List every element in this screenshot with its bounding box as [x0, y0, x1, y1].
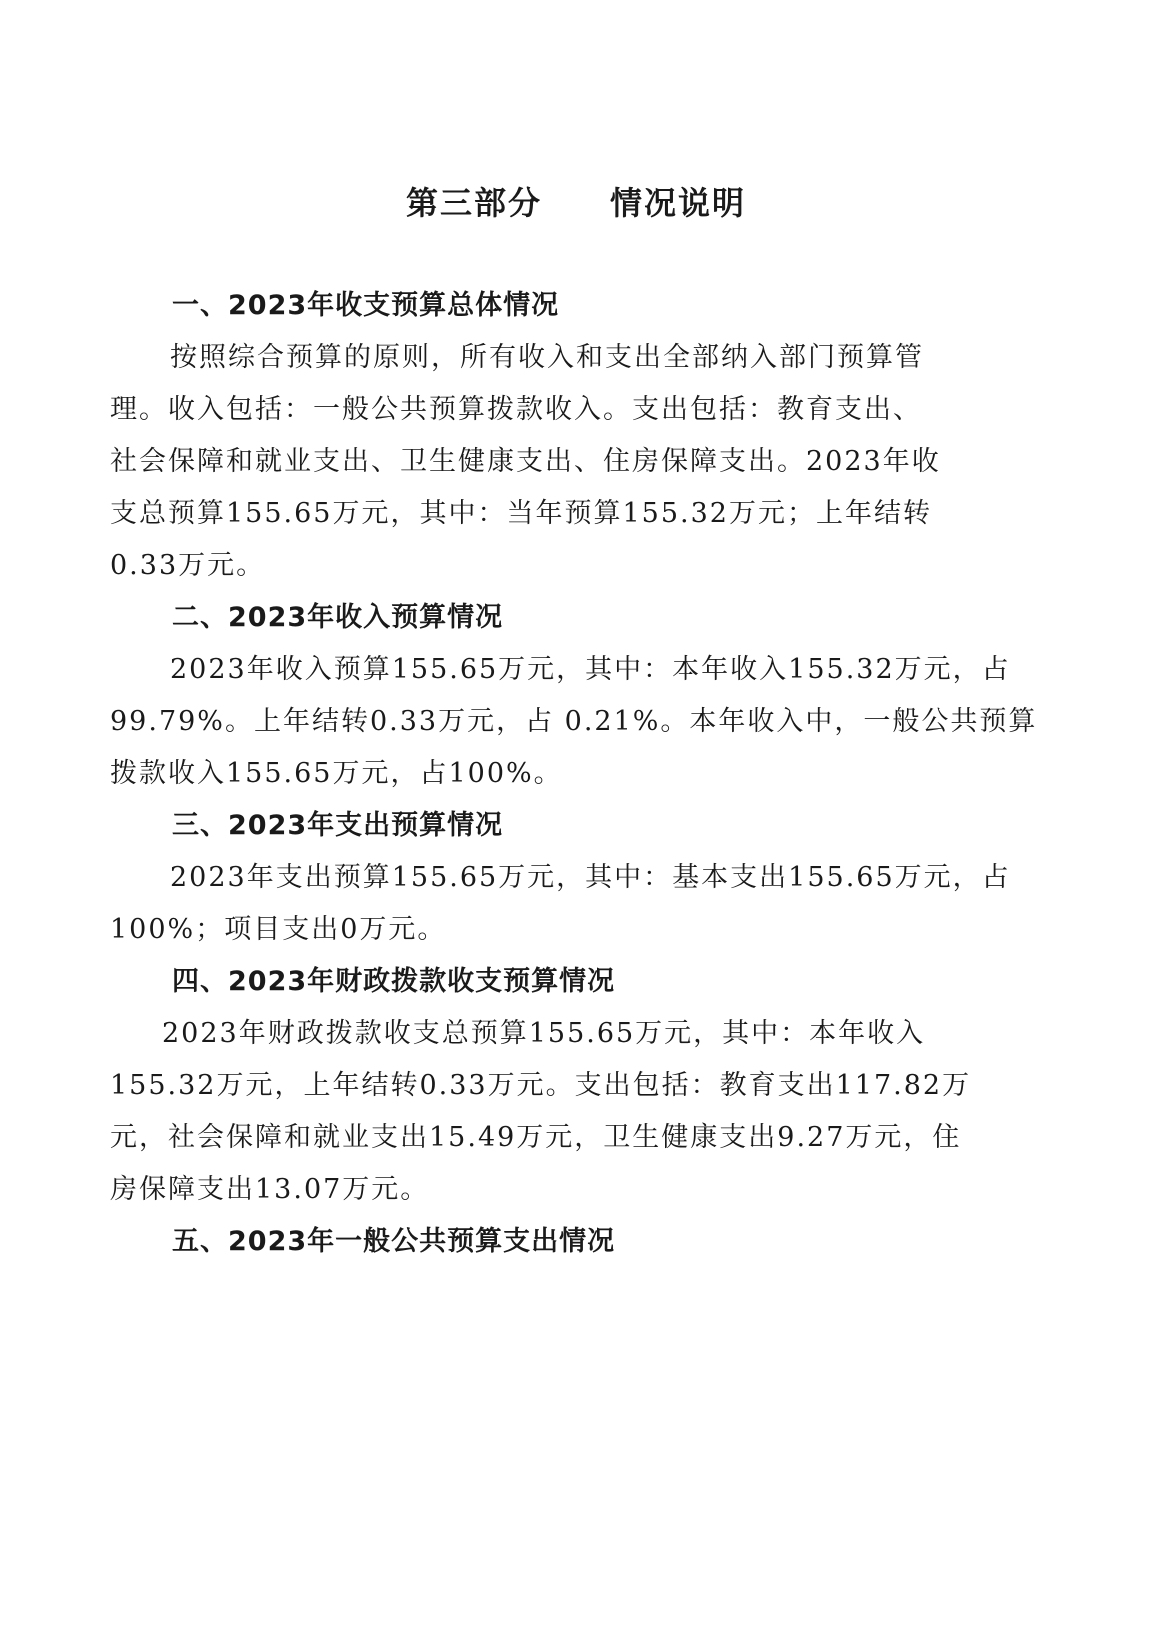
section-heading-4: 四、2023年财政拨款收支预算情况: [172, 966, 616, 997]
section-heading-2: 二、2023年收入预算情况: [172, 602, 504, 633]
section-heading-3: 三、2023年支出预算情况: [172, 810, 504, 841]
section-4-line-4: 房保障支出13.07万元。: [110, 1174, 430, 1205]
page-title: 第三部分 情况说明: [405, 184, 746, 222]
section-2-line-1: 2023年收入预算155.65万元，其中：本年收入155.32万元，占: [170, 654, 1011, 685]
section-4-line-2: 155.32万元，上年结转0.33万元。支出包括：教育支出117.82万: [110, 1070, 972, 1101]
section-3-line-2: 100%；项目支出0万元。: [110, 914, 447, 945]
section-2-line-2: 99.79%。上年结转0.33万元，占 0.21%。本年收入中，一般公共预算: [110, 706, 1038, 737]
section-2-line-3: 拨款收入155.65万元，占100%。: [110, 758, 563, 789]
section-heading-1: 一、2023年收支预算总体情况: [172, 290, 560, 321]
section-1-line-5: 0.33万元。: [110, 550, 266, 581]
section-1-line-3: 社会保障和就业支出、卫生健康支出、住房保障支出。2023年收: [110, 446, 941, 477]
section-4-line-3: 元，社会保障和就业支出15.49万元，卫生健康支出9.27万元，住: [110, 1122, 962, 1153]
section-1-line-1: 按照综合预算的原则，所有收入和支出全部纳入部门预算管: [170, 342, 924, 373]
section-3-line-1: 2023年支出预算155.65万元，其中：基本支出155.65万元，占: [170, 862, 1011, 893]
section-1-line-4: 支总预算155.65万元，其中：当年预算155.32万元；上年结转: [110, 498, 932, 529]
section-4-line-1: 2023年财政拨款收支总预算155.65万元，其中：本年收入: [162, 1018, 926, 1049]
section-1-line-2: 理。收入包括：一般公共预算拨款收入。支出包括：教育支出、: [110, 394, 922, 425]
section-heading-5: 五、2023年一般公共预算支出情况: [172, 1226, 616, 1257]
